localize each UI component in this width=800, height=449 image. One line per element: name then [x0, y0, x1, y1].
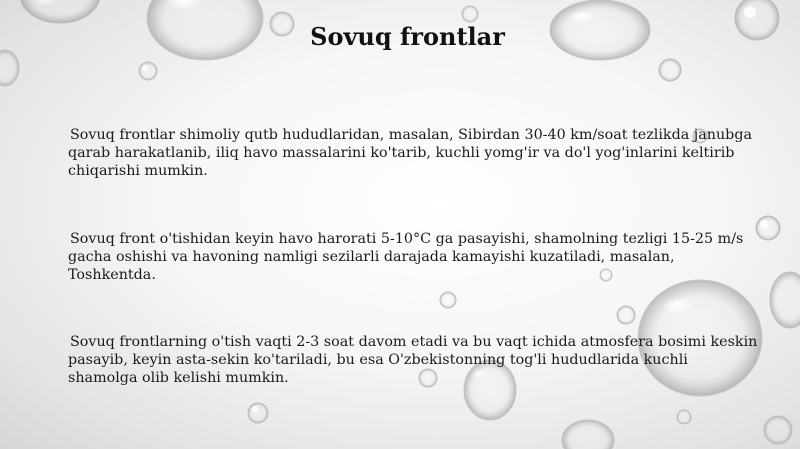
paragraph-2: Sovuq front o'tishidan keyin havo harorati 5-10°C ga pasayishi, shamolning tezligi 15-25 m/s gacha oshishi va havoning namligi sezilarli darajada kamayishi kuzatiladi, masalan, Toshkentda. — [68, 231, 744, 283]
paragraph-3: Sovuq frontlarning o'tish vaqti 2-3 soat davom etadi va bu vaqt ichida atmosfera bosimi keskin pasayib, keyin asta-sekin ko'tariladi, bu esa O'zbekistonning tog'li hududlarida kuchli shamolga olib kelishi mumkin. — [68, 334, 758, 386]
paragraph-1: Sovuq frontlar shimoliy qutb hududlaridan, masalan, Sibirdan 30-40 km/soat tezlikda janubga qarab harakatlanib, iliq havo massalarini ko'tarib, kuchli yomg'ir va do'l yog'inlarini keltirib chiqarishi mumkin. — [68, 127, 753, 179]
slide-title: Sovuq frontlar — [310, 22, 505, 51]
